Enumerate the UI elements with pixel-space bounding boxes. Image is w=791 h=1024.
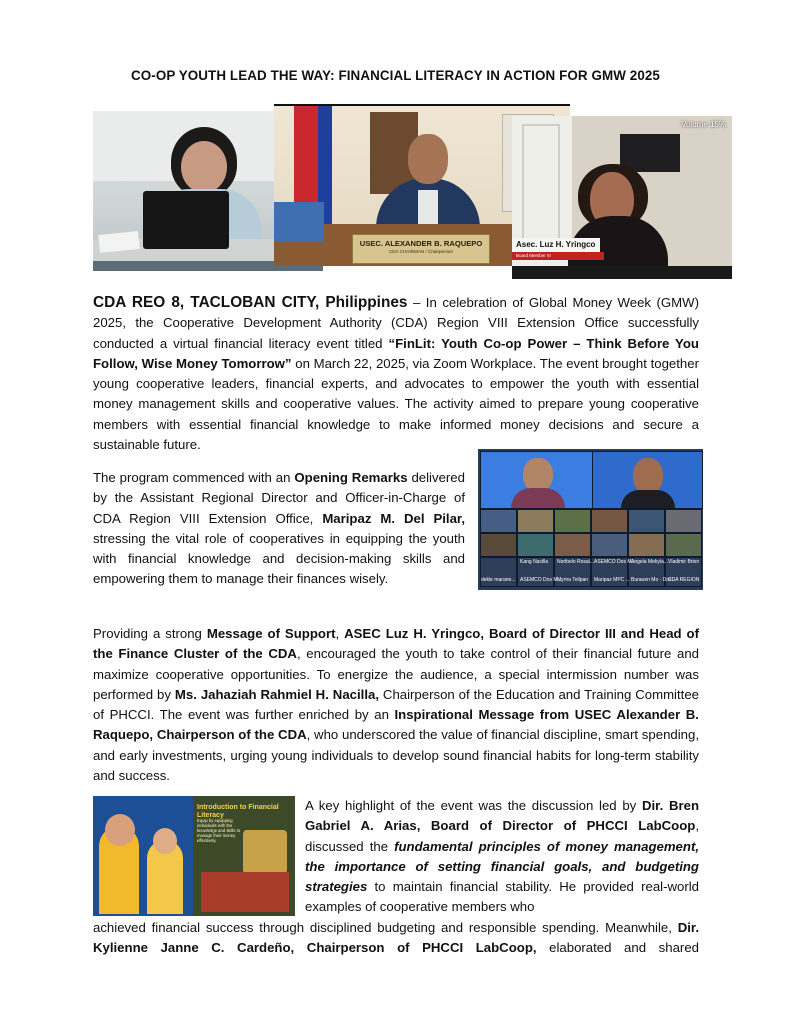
paragraph-key-highlight-continued [93, 918, 699, 959]
paragraph-opening-remarks [93, 468, 465, 590]
photo-financial-literacy-presentation [93, 796, 295, 916]
paragraph-text: – In celebration of Global Money Week (GMW) 2025, the Cooperative Development Authority (CDA) Region VIII Extension Office successfully conducted a virtual financial literacy event titled [93, 295, 699, 351]
zoom-label: Vladimir Brion [668, 559, 700, 565]
zoom-label: CDA REGION [668, 577, 700, 583]
photo-asec-yringco [512, 116, 732, 279]
paragraph-text: , discussed the [305, 818, 699, 854]
article-title: CO-OP YOUTH LEAD THE WAY: FINANCIAL LITERACY IN ACTION FOR GMW 2025 [131, 68, 660, 83]
volume-overlay: Volume 15% [681, 120, 726, 129]
zoom-label: Kang Nacilla [520, 559, 549, 565]
paragraph-text: stressing the vital role of cooperatives in equipping the youth with financial knowledge and decision-making skills and empowering them to manage their finances wisely. [93, 530, 465, 587]
asec-subcaption: Board Member III [512, 252, 604, 260]
bold-text: ASEC Luz H. Yringco, Board of Director III and Head of the Finance Cluster of the CDA [93, 626, 699, 662]
paragraph-text: , [335, 626, 345, 641]
usec-nameplate-name: USEC. ALEXANDER B. RAQUEPO [359, 239, 483, 248]
bold-text: Message of Support [206, 626, 336, 641]
zoom-label: Angela Mekyla... [631, 559, 668, 565]
paragraph-text: elaborated and shared [536, 940, 699, 956]
paragraph-intro [93, 293, 699, 455]
zoom-thumbnails [480, 509, 701, 587]
paragraph-text: , encouraged the youth to take control of their financial future and maximize cooperative opportunities. To energize the audience, a special intermission number was performed by [93, 646, 699, 702]
photo-zoom-gallery [478, 449, 703, 590]
paragraph-text: Providing a strong [93, 626, 207, 641]
slide-title: Introduction to Financial Literacy [197, 804, 279, 819]
zoom-tile-speaker-1 [480, 451, 593, 509]
bold-text: Dir. Bren Gabriel A. Arias, Board of Director of PHCCI LabCoop [305, 798, 699, 834]
zoom-label: Noribelo Rosal... [557, 559, 594, 565]
paragraph-text: achieved financial success through disciplined budgeting and responsible spending. Meanwhile, [93, 920, 678, 935]
bold-text: Maripaz M. Del Pilar, [322, 510, 466, 526]
zoom-tile-speaker-2 [592, 451, 703, 509]
bold-text: Opening Remarks [294, 470, 408, 485]
bold-text: Inspirational Message from USEC Alexander B. Raquepo, Chairperson of the CDA [93, 707, 699, 743]
zoom-label: dekle marane... [481, 577, 516, 583]
paragraph-text: to maintain financial stability. He provided real-world examples of cooperative members who [305, 879, 699, 915]
zoom-label: Myrna Tellpan [557, 577, 589, 583]
zoom-label: ASEMCO Dos M... [520, 577, 562, 583]
usec-nameplate [352, 234, 490, 264]
event-title: “FinLit: Youth Co-op Power – Think Before You Follow, Wise Money Tomorrow” [93, 335, 699, 371]
usec-nameplate-role: CDA CHAIRMAN / Chairperson [388, 249, 454, 254]
bold-italic-text: fundamental principles of money management, the importance of setting financial goals, and budgeting strategies [305, 838, 700, 895]
slide-text: Equip by equipping individuals with the knowledge and skills to manage their money effectively. [197, 818, 241, 843]
paragraph-text: Chairperson of the Education and Training Committee of PHCCI. The event was further enriched by an [93, 686, 699, 723]
paragraph-text: delivered by the Assistant Regional Director and Officer-in-Charge of CDA Region VIII Extension Office, [93, 470, 465, 526]
paragraph-text: , who underscored the value of financial discipline, smart spending, and early investments, urging young individuals to develop sound financial habits for long-term stability and success. [93, 727, 699, 784]
zoom-label: Maripaz MPC ... [594, 577, 630, 583]
paragraph-text: A key highlight of the event was the discussion led by [305, 798, 642, 813]
paragraph-text: The program commenced with an [93, 470, 295, 485]
paragraph-text: on March 22, 2025, via Zoom Workplace. The event brought together young cooperative leaders, financial experts, and advocates to empower the youth with essential money management skills and cooperative values. The activity aimed to prepare young cooperative members with essential financial knowledge to make informed money decisions and secure a sustainable future. [93, 355, 699, 453]
zoom-label: ASEMCO Dos M... [594, 559, 636, 565]
zoom-label: Burauen Mo - Dos... [631, 577, 676, 583]
paragraph-key-highlight [305, 796, 699, 918]
paragraph-message-of-support [93, 624, 699, 786]
asec-caption: Asec. Luz H. Yringco [512, 238, 600, 252]
bold-text: Dir. Kylienne Janne C. Cardeño, Chairperson of PHCCI LabCoop, [93, 920, 699, 956]
bold-text: Ms. Jahaziah Rahmiel H. Nacilla, [174, 686, 379, 702]
dateline: CDA REO 8, TACLOBAN CITY, Philippines [93, 294, 408, 311]
